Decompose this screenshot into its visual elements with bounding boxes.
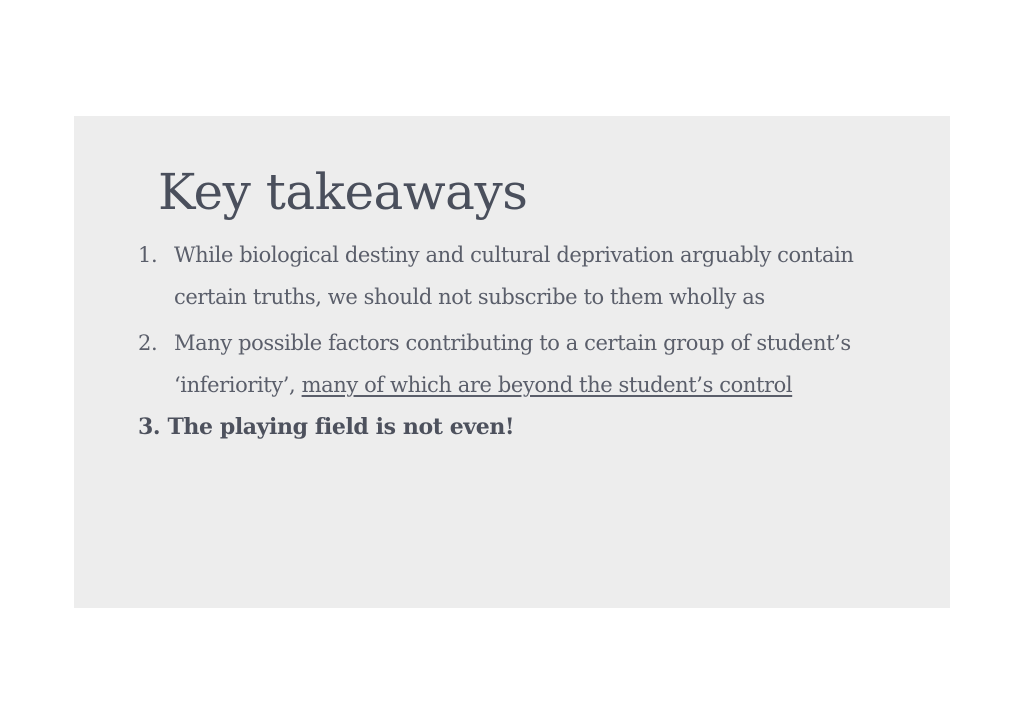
item-text: Many possible factors contributing to a certain group of student’s ‘inferiority’, bbox=[174, 331, 851, 397]
takeaways-list bbox=[138, 234, 878, 448]
item-number: 1. bbox=[138, 243, 158, 267]
item-number: 2. bbox=[138, 331, 158, 355]
item-number: 3. bbox=[138, 414, 161, 440]
item-text-underlined: many of which are beyond the student’s control bbox=[301, 373, 793, 397]
item-text: While biological destiny and cultural deprivation arguably contain certain truths, we should not subscribe to them wholly as bbox=[174, 243, 854, 309]
slide-title: Key takeaways bbox=[158, 163, 528, 221]
list-item bbox=[138, 322, 878, 406]
slide bbox=[74, 116, 950, 608]
list-item bbox=[138, 234, 878, 318]
list-item-emphasis bbox=[138, 406, 878, 448]
item-text: The playing field is not even! bbox=[167, 414, 515, 440]
